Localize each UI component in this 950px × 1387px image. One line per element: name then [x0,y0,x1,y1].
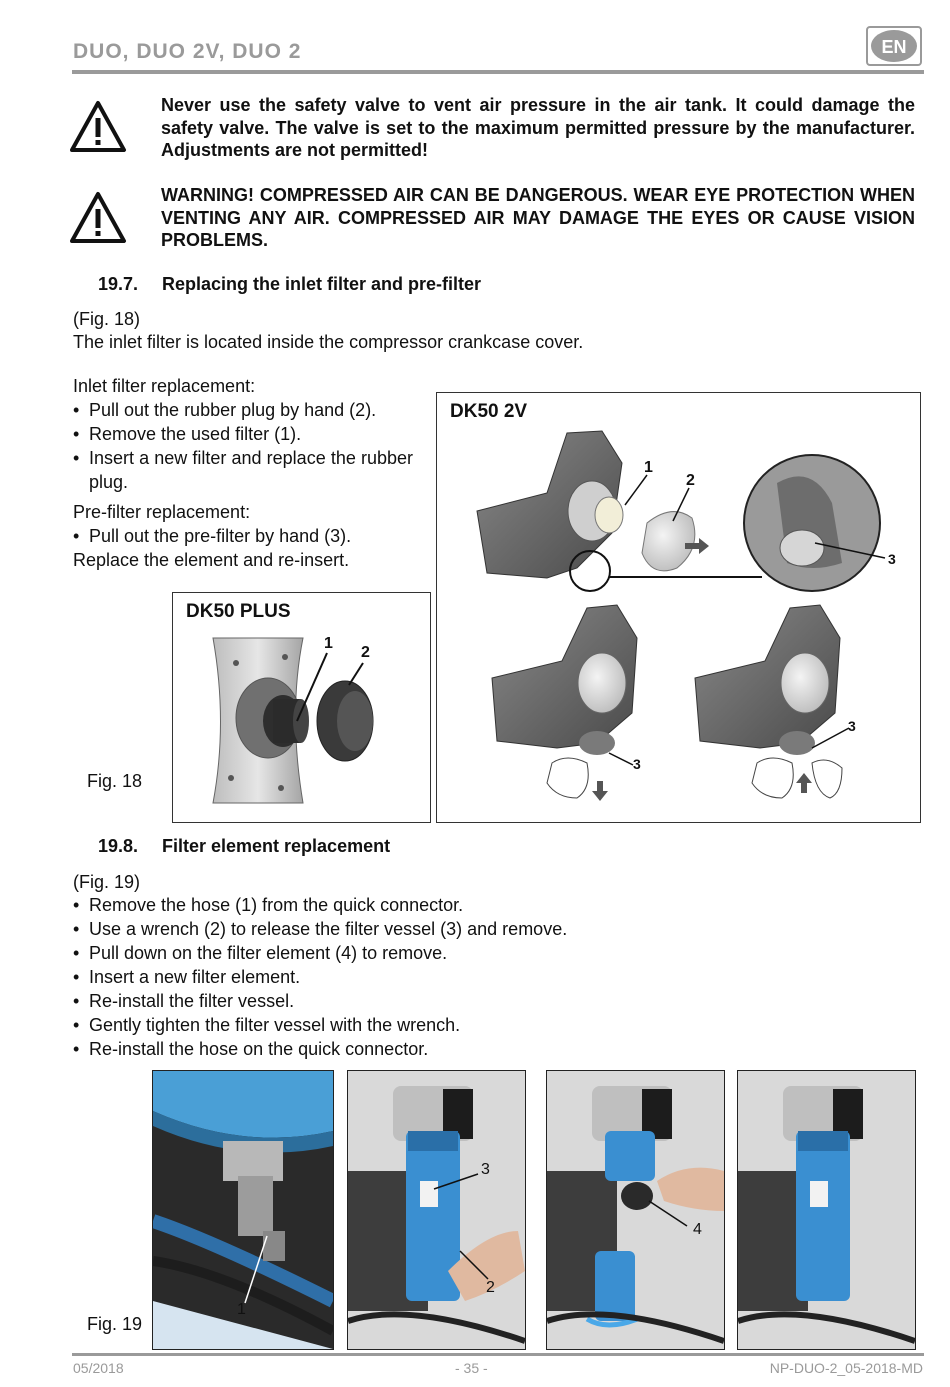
photo-filter-element-removal [546,1070,725,1350]
callout-4: 4 [693,1221,702,1238]
prefilter-after: Replace the element and re-insert. [73,550,350,570]
filter-element-instructions [73,893,567,1061]
list-item: • Re-install the filter vessel. [73,989,567,1013]
figure-box-title: DK50 2V [450,401,528,422]
section-heading-19-7 [98,274,481,295]
section-heading-19-8 [98,836,390,857]
header-rule [72,70,924,74]
list-item: • Use a wrench (2) to release the filter vessel (3) and remove. [73,917,567,941]
footer-doc-id: NP-DUO-2_05-2018-MD [769,1360,923,1376]
callout-1: 1 [644,459,653,476]
figure-label-18: Fig. 18 [87,771,143,791]
footer-rule [72,1353,924,1356]
document-title: DUO, DUO 2V, DUO 2 [73,40,302,63]
callout-3: 3 [848,718,856,734]
inlet-filter-instructions [73,374,413,572]
callout-3: 3 [481,1161,490,1178]
warning-text-safety-valve: Never use the safety valve to vent air pressure in the air tank. It could damage the safety valve. The valve is set to the maximum permitted pressure by the manufacturer. Adjustments are not permitted! [161,95,915,160]
figure-label-19: Fig. 19 [87,1314,143,1334]
prefilter-heading: Pre-filter replacement: [73,502,251,522]
section-title: Filter element replacement [162,836,391,856]
figure-box-title: DK50 PLUS [186,601,291,622]
figure-box-dk50-2v [436,392,921,823]
warning-triangle-icon [69,100,127,154]
section-number: 19.8. [98,836,139,856]
callout-2: 2 [686,472,695,489]
list-item: • Pull down on the filter element (4) to remove. [73,941,567,965]
compressor-cover-illustration [437,393,920,822]
callout-3: 3 [888,551,896,567]
list-item: • Remove the used filter (1). [73,422,413,446]
list-item: • Insert a new filter and replace the rubber plug. [73,446,413,494]
photo-reassembled-filter [737,1070,916,1350]
inlet-heading: Inlet filter replacement: [73,376,256,396]
callout-2: 2 [361,644,370,661]
callout-3: 3 [633,756,641,772]
prefilter-steps-list [73,524,413,548]
inlet-filter-illustration [173,593,430,822]
intro-text: The inlet filter is located inside the compressor crankcase cover. [73,332,584,352]
list-item: • Pull out the pre-filter by hand (3). [73,524,413,548]
fig-reference: (Fig. 19) [73,872,141,892]
list-item: • Remove the hose (1) from the quick connector. [73,893,567,917]
list-item: • Insert a new filter element. [73,965,567,989]
section-number: 19.7. [98,274,139,294]
filter-steps-list [73,893,567,1061]
photo-wrench-release [347,1070,526,1350]
list-item: • Pull out the rubber plug by hand (2). [73,398,413,422]
warning-text-compressed-air: WARNING! COMPRESSED AIR CAN BE DANGEROUS. WEAR EYE PROTECTION WHEN VENTING ANY AIR. COMPRESSED AIR MAY DAMAGE THE EYES OR CAUSE VISION PROBLEMS. [161,185,915,250]
footer-date: 05/2018 [73,1360,124,1376]
footer-page-number: - 35 - [455,1360,488,1376]
list-item: • Re-install the hose on the quick connector. [73,1037,567,1061]
list-item: • Gently tighten the filter vessel with the wrench. [73,1013,567,1037]
photo-hose-connector [152,1070,334,1350]
language-badge-label: EN [881,37,907,57]
figure-box-dk50-plus [172,592,431,823]
fig-reference: (Fig. 18) [73,309,141,329]
callout-1: 1 [324,635,333,652]
warning-triangle-icon [69,191,127,245]
section-title: Replacing the inlet filter and pre-filter [162,274,482,294]
inlet-steps-list [73,398,413,494]
language-badge [866,26,922,66]
callout-2: 2 [486,1279,495,1296]
callout-1: 1 [237,1301,246,1318]
